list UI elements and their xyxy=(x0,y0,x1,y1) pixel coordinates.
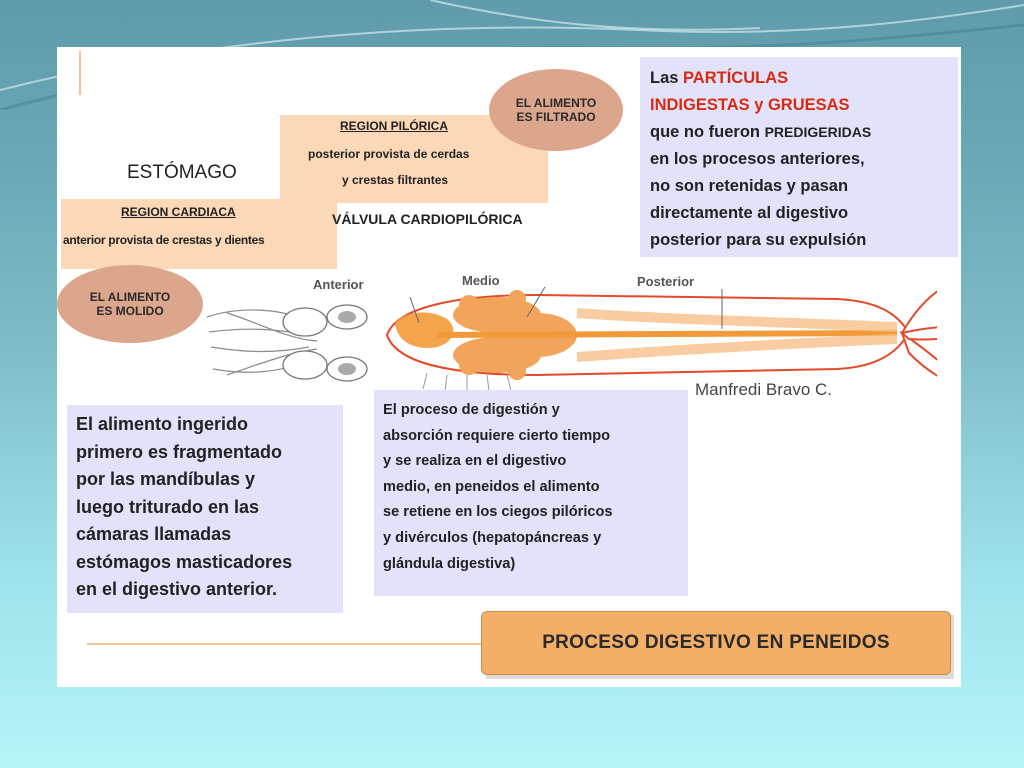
alimento-ingerido-line: primero es fragmentado xyxy=(76,441,283,462)
info-text: que no fueron xyxy=(650,123,765,141)
title-banner-text: PROCESO DIGESTIVO EN PENEIDOS xyxy=(542,632,890,653)
particulas-info-box xyxy=(640,57,958,257)
proceso-digestion-line: medio, en peneidos el alimento xyxy=(383,478,600,495)
title-banner xyxy=(481,611,951,675)
divider-line xyxy=(87,643,487,645)
alimento-ingerido-line: en el digestivo anterior. xyxy=(76,579,278,599)
region-pilorica-line2: y crestas filtrantes xyxy=(342,173,449,187)
info-text: directamente al digestivo xyxy=(650,204,849,222)
alimento-ingerido-box xyxy=(67,405,343,613)
proceso-digestion-line: absorción requiere cierto tiempo xyxy=(383,427,611,444)
alimento-molido-oval xyxy=(57,265,203,343)
info-text: en los procesos anteriores, xyxy=(650,150,865,168)
proceso-digestion-line: y se realiza en el digestivo xyxy=(383,453,567,470)
particulas-info-text xyxy=(650,65,871,254)
particulas-line xyxy=(650,92,871,119)
divider-line xyxy=(79,51,81,95)
particulas-line xyxy=(650,119,871,146)
region-cardiaca-box xyxy=(61,199,337,269)
alimento-ingerido-line: por las mandíbulas y xyxy=(76,469,256,489)
author-credit: Manfredi Bravo C. xyxy=(695,380,832,399)
particulas-line xyxy=(650,146,871,173)
alimento-ingerido-line: El alimento ingerido xyxy=(76,414,249,434)
highlight-text: INDIGESTAS y GRUESAS xyxy=(650,96,850,114)
alimento-ingerido-line: cámaras llamadas xyxy=(76,524,232,544)
proceso-digestion-box xyxy=(374,390,688,596)
info-text: Las xyxy=(650,69,684,87)
estomago-label: ESTÓMAGO xyxy=(127,162,237,183)
alimento-filtrado-line1: EL ALIMENTO xyxy=(515,96,597,110)
alimento-filtrado-line2: ES FILTRADO xyxy=(516,110,596,124)
section-medio: Medio xyxy=(462,273,500,288)
slide-content xyxy=(57,47,961,687)
alimento-ingerido-line: estómagos masticadores xyxy=(76,551,293,572)
particulas-line xyxy=(650,200,871,227)
valvula-label: VÁLVULA CARDIOPILÓRICA xyxy=(332,211,523,227)
alimento-molido-line2: ES MOLIDO xyxy=(96,304,164,318)
region-cardiaca-title: REGION CARDIACA xyxy=(121,205,236,219)
alimento-molido-line1: EL ALIMENTO xyxy=(89,290,171,304)
alimento-filtrado-oval xyxy=(489,69,623,151)
proceso-digestion-line: El proceso de digestión y xyxy=(383,402,560,418)
alimento-ingerido-line: luego triturado en las xyxy=(76,496,260,517)
info-text: PREDIGERIDAS xyxy=(764,124,872,140)
particulas-line xyxy=(650,173,871,200)
particulas-line xyxy=(650,227,871,254)
highlight-text: PARTÍCULAS xyxy=(683,69,789,87)
alimento-ingerido-text xyxy=(76,411,292,604)
proceso-digestion-line: se retiene en los ciegos pilóricos xyxy=(383,504,613,521)
proceso-digestion-line: y divérculos (hepatopáncreas y xyxy=(383,529,602,546)
info-text: posterior para su expulsión xyxy=(650,231,867,249)
info-text: no son retenidas y pasan xyxy=(650,177,849,195)
particulas-line xyxy=(650,65,871,92)
section-posterior: Posterior xyxy=(637,274,695,289)
proceso-digestion-line: glándula digestiva) xyxy=(383,555,516,572)
proceso-digestion-text xyxy=(383,398,613,577)
region-pilorica-line1: posterior provista de cerdas xyxy=(308,147,470,161)
section-anterior: Anterior xyxy=(313,277,364,292)
region-cardiaca-desc: anterior provista de crestas y dientes xyxy=(63,233,265,247)
region-pilorica-title: REGION PILÓRICA xyxy=(340,119,449,133)
